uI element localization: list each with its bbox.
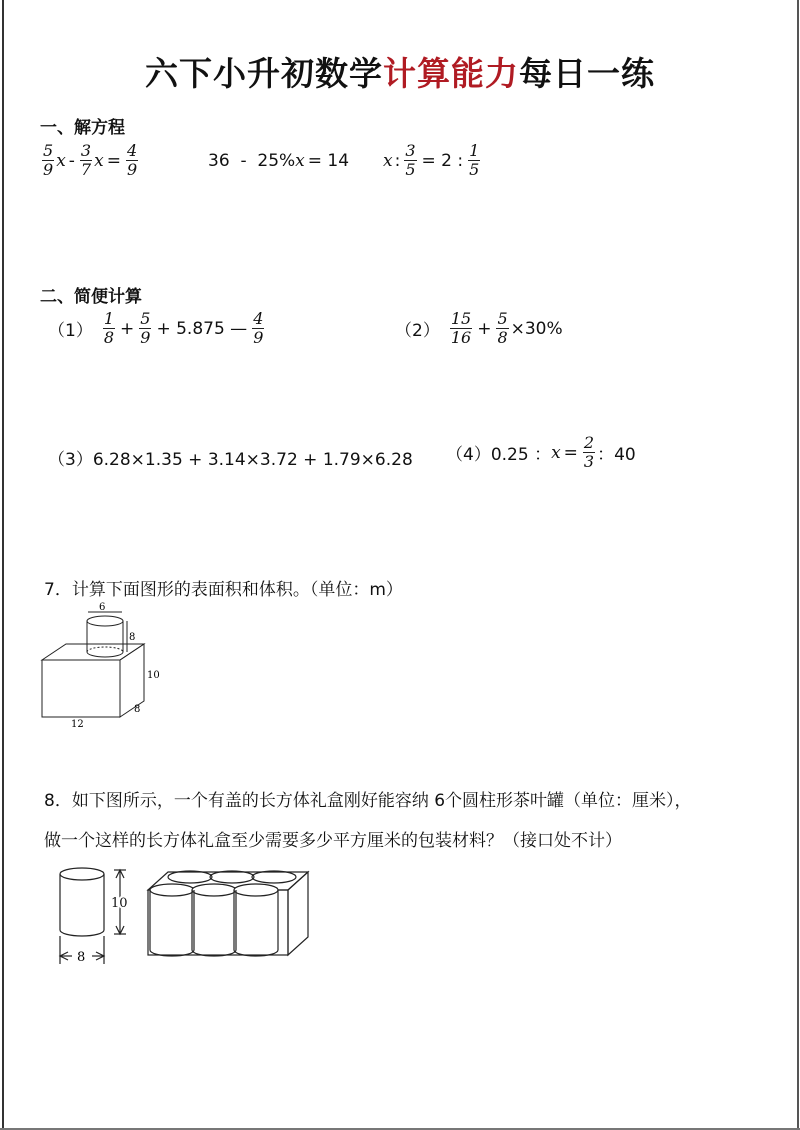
page-title xyxy=(0,48,800,95)
operator: + xyxy=(120,318,135,339)
fraction xyxy=(404,142,416,179)
denominator: 7 xyxy=(80,160,92,179)
problem-label: （2） xyxy=(395,321,440,341)
numerator: 5 xyxy=(497,309,508,328)
denominator: 16 xyxy=(450,328,472,347)
numerator: 1 xyxy=(469,141,480,160)
title-part2: 每日一练 xyxy=(519,54,655,93)
cylinder-top xyxy=(87,616,123,626)
dim-cylinder-diameter: 6 xyxy=(99,602,106,613)
equation-left: 36 - 25% xyxy=(208,151,296,171)
q7-figure xyxy=(38,600,168,730)
operator: + xyxy=(477,318,492,339)
denominator: 9 xyxy=(126,160,138,179)
numerator: 1 xyxy=(103,309,115,328)
can-top xyxy=(60,868,104,880)
page-border-right xyxy=(797,0,799,1130)
question-8-line1: 8．如下图所示，一个有盖的长方体礼盒刚好能容纳 6个圆柱形茶叶罐（单位：厘米）， xyxy=(44,791,692,811)
variable-x: x xyxy=(295,151,305,171)
problem-3: （3）6.28×1.35 + 3.14×3.72 + 1.79×6.28 xyxy=(48,450,413,470)
box-side-face xyxy=(120,644,144,717)
fraction xyxy=(103,310,115,347)
denominator: 9 xyxy=(253,328,264,347)
question-8-line2: 做一个这样的长方体礼盒至少需要多少平方厘米的包装材料？（接口处不计） xyxy=(44,831,622,851)
fraction xyxy=(42,142,54,179)
dim-box-width: 8 xyxy=(134,704,141,715)
denominator: 8 xyxy=(103,328,115,347)
box-front-face xyxy=(42,660,120,717)
dim-can-height: 10 xyxy=(111,896,128,911)
dim-cylinder-height: 8 xyxy=(129,632,136,643)
giftbox-side-face xyxy=(288,872,308,955)
equation-3 xyxy=(383,142,482,179)
dim-can-diameter: 8 xyxy=(77,950,86,965)
numerator: 3 xyxy=(405,141,416,160)
can-top-front-3 xyxy=(234,884,278,896)
fraction xyxy=(80,142,92,179)
fraction xyxy=(496,310,508,347)
variable-x: x xyxy=(383,150,393,171)
operator: = xyxy=(563,442,578,463)
equation-2 xyxy=(208,151,349,171)
variable-x: x xyxy=(94,150,104,171)
can-top-back-3 xyxy=(252,871,296,883)
title-part1: 六下小升初数学 xyxy=(145,54,383,93)
numerator: 4 xyxy=(126,141,138,160)
section1-heading: 一、解方程 xyxy=(40,118,125,138)
denominator: 8 xyxy=(497,328,508,347)
fraction xyxy=(139,310,151,347)
denominator: 9 xyxy=(43,160,54,179)
can-top-front-1 xyxy=(150,884,194,896)
cylinder-base-front xyxy=(87,652,123,657)
can-bottom xyxy=(60,930,104,936)
problem-label: （4）0.25 ： xyxy=(446,445,552,465)
operator: - xyxy=(68,150,75,171)
numerator: 2 xyxy=(583,433,595,452)
section2-heading: 二、简便计算 xyxy=(40,287,142,307)
fraction xyxy=(252,310,264,347)
variable-x: x xyxy=(551,442,561,463)
can-top-back-2 xyxy=(210,871,254,883)
can-top-back-1 xyxy=(168,871,212,883)
denominator: 5 xyxy=(469,160,480,179)
numerator: 3 xyxy=(80,141,92,160)
numerator: 5 xyxy=(140,309,151,328)
problem-1 xyxy=(48,310,266,347)
fraction xyxy=(468,142,480,179)
numerator: 5 xyxy=(43,141,54,160)
can-top-front-2 xyxy=(192,884,236,896)
cylinder-base-hidden xyxy=(87,647,123,652)
fraction xyxy=(126,142,138,179)
page-border-left xyxy=(2,0,4,1130)
ratio-colon: : xyxy=(394,150,401,171)
denominator: 5 xyxy=(405,160,416,179)
denominator: 9 xyxy=(140,328,151,347)
dim-box-length: 12 xyxy=(71,719,84,730)
denominator: 3 xyxy=(583,452,595,471)
fraction xyxy=(583,434,595,471)
problem-label: （1） xyxy=(48,321,93,341)
expression-tail: ×30% xyxy=(510,318,563,339)
fraction xyxy=(450,310,472,347)
q8-figure xyxy=(48,860,318,970)
operator: = xyxy=(106,150,121,171)
problem-2 xyxy=(395,310,563,347)
equation-right: = 14 xyxy=(307,151,350,171)
giftbox-front-face xyxy=(148,890,288,955)
numerator: 4 xyxy=(253,309,264,328)
numerator: 15 xyxy=(450,309,472,328)
title-highlight: 计算能力 xyxy=(383,54,519,93)
problem-4 xyxy=(446,434,636,471)
equation-right: = 2 : xyxy=(421,150,464,171)
question-7-text: 7．计算下面图形的表面积和体积。（单位：m） xyxy=(44,580,403,600)
box-top-face xyxy=(42,644,144,660)
expression-tail: ：40 xyxy=(597,445,636,465)
variable-x: x xyxy=(56,150,66,171)
dim-box-height: 10 xyxy=(147,670,160,681)
expression-middle: + 5.875 — xyxy=(156,318,248,339)
equation-1 xyxy=(40,142,140,179)
